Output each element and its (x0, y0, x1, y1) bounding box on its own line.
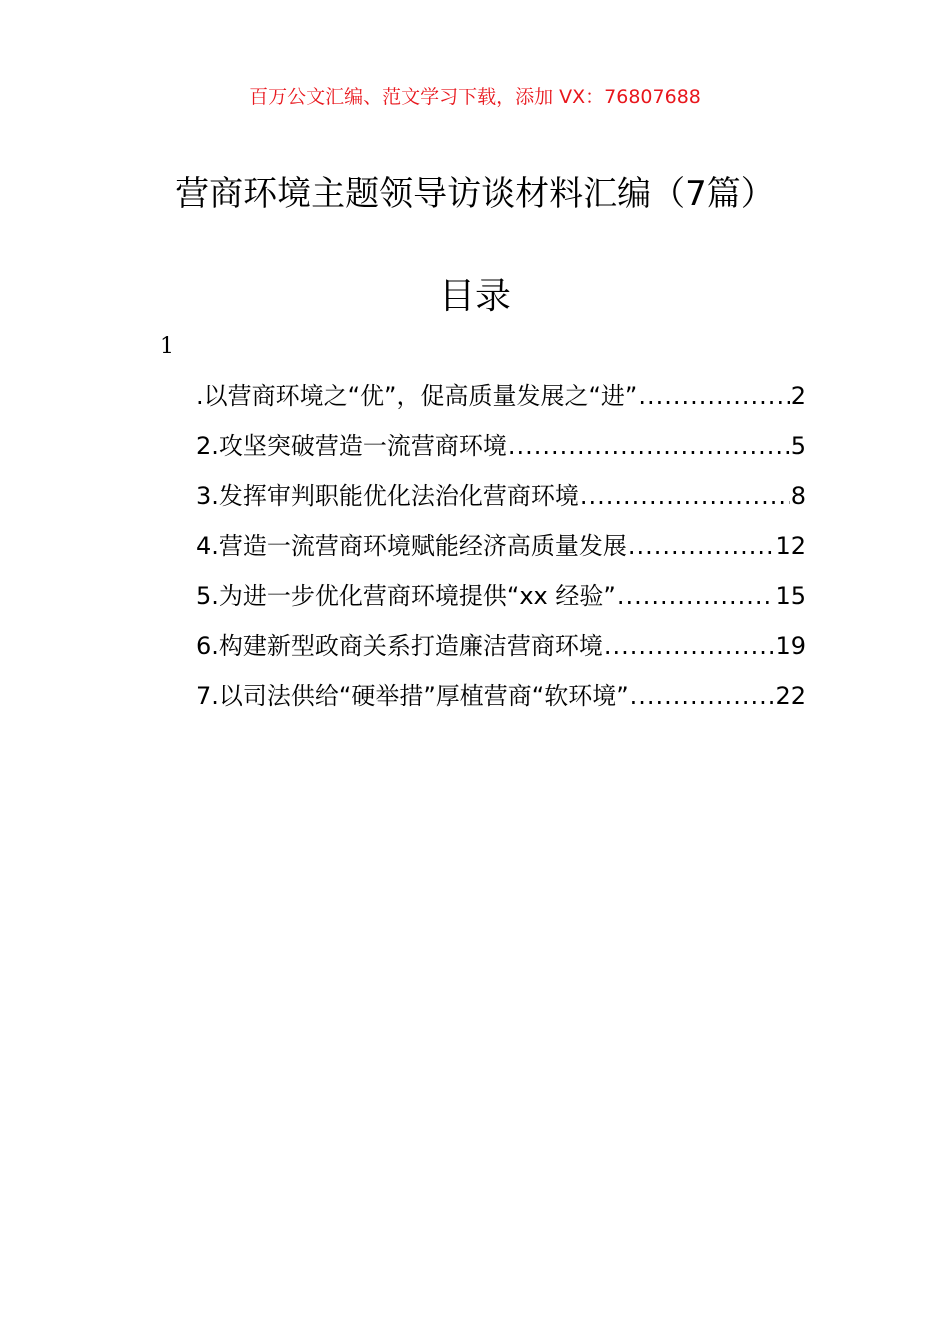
toc-entry-6[interactable] (196, 626, 806, 676)
toc-entry-title: 7.以司法供给“硬举措”厚植营商“软环境” (196, 682, 629, 710)
toc-entry-page: 19 (775, 632, 806, 660)
toc-entry-title: 5.为进一步优化营商环境提供“xx 经验” (196, 582, 616, 610)
document-title: 营商环境主题领导访谈材料汇编（7篇） (175, 174, 775, 214)
toc-entry-title: 3.发挥审判职能优化法治化营商环境 (196, 482, 579, 510)
toc-entry-1[interactable] (196, 376, 806, 426)
dot-leader (508, 426, 790, 466)
table-of-contents (196, 376, 806, 726)
toc-entry-page: 2 (790, 382, 806, 410)
toc-entry-page: 22 (775, 682, 806, 710)
dot-leader (628, 526, 775, 566)
toc-heading: 目录 (438, 276, 511, 317)
toc-entry-title: 2.攻坚突破营造一流营商环境 (196, 432, 507, 460)
toc-entry-7[interactable] (196, 676, 806, 726)
dot-leader (617, 576, 775, 616)
toc-entry-page: 15 (775, 582, 806, 610)
toc-entry-title: .以营商环境之“优”，促高质量发展之“进” (196, 382, 638, 410)
page-marker-number: 1 (160, 334, 174, 359)
dot-leader (604, 626, 775, 666)
toc-entry-3[interactable] (196, 476, 806, 526)
dot-leader (580, 476, 790, 516)
toc-entry-5[interactable] (196, 576, 806, 626)
toc-entry-4[interactable] (196, 526, 806, 576)
toc-entry-title: 6.构建新型政商关系打造廉洁营商环境 (196, 632, 603, 660)
toc-entry-page: 8 (790, 482, 806, 510)
dot-leader (638, 376, 789, 416)
toc-entry-page: 12 (775, 532, 806, 560)
toc-entry-2[interactable] (196, 426, 806, 476)
toc-entry-title: 4.营造一流营商环境赋能经济高质量发展 (196, 532, 627, 560)
dot-leader (630, 676, 775, 716)
promo-banner: 百万公文汇编、范文学习下载，添加 VX：76807688 (249, 86, 701, 108)
toc-entry-page: 5 (790, 432, 806, 460)
